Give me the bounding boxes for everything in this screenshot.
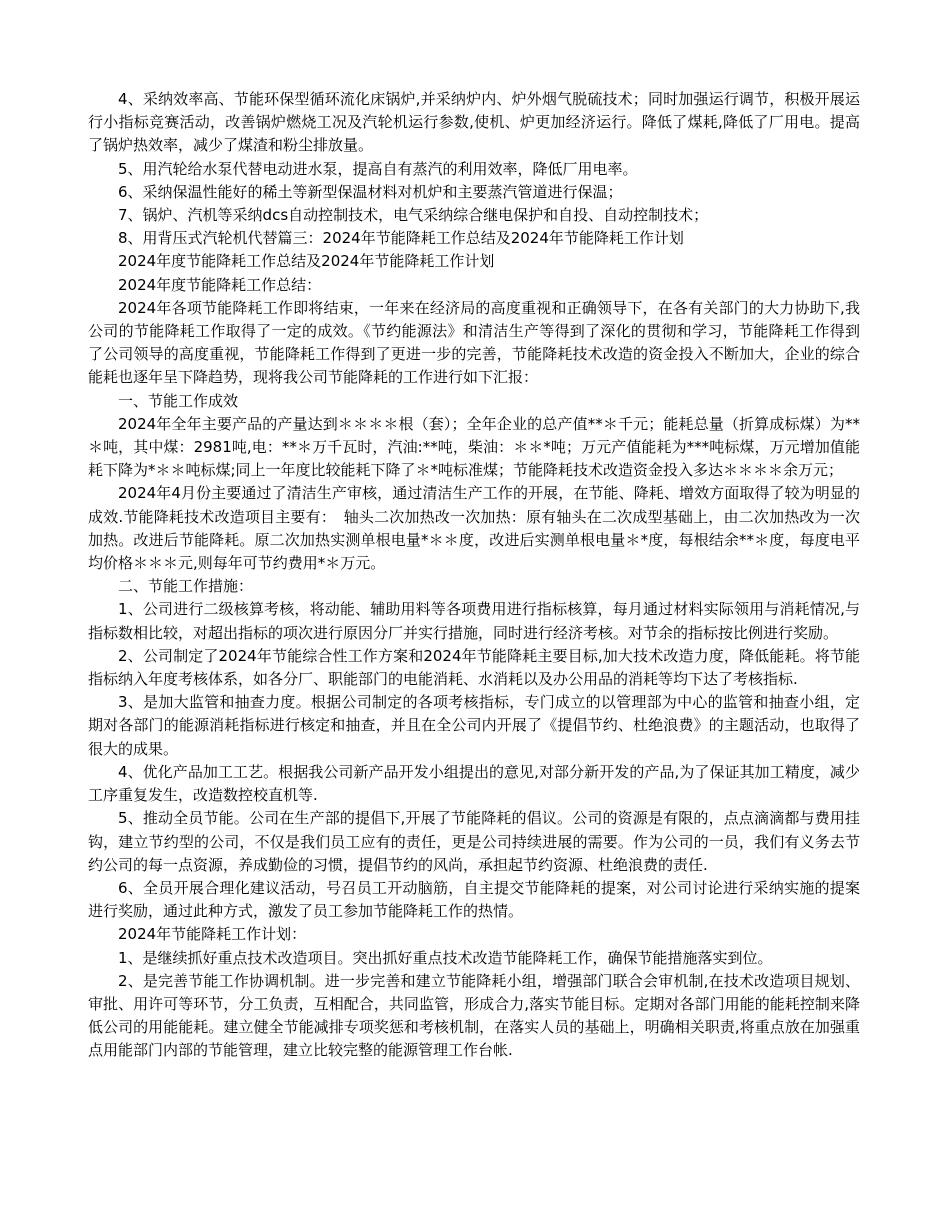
section-heading: 2024年节能降耗工作计划： bbox=[118, 925, 307, 944]
paragraph: 2024年各项节能降耗工作即将结束，一年来在经济局的高度重视和正确领导下，在各有关部门的大力协助下,我公司的节能降耗工作取得了一定的成效。《节约能源法》和清洁生产等得到了深化的贯彻和学习，节能降耗工作得到了公司领导的高度重视，节能降耗工作得到了更进一步的完善，节能降耗技术改造的资金投入不断加大，企业的综合能耗也逐年呈下降趋势，现将我公司节能降耗的工作进行如下汇报： bbox=[88, 298, 860, 387]
section-heading: 一、节能工作成效 bbox=[118, 391, 239, 410]
section-heading: 二、节能工作措施： bbox=[118, 577, 254, 596]
paragraph: 2024年4月份主要通过了清洁生产审核，通过清洁生产工作的开展，在节能、降耗、增效方面取得了较为明显的成效.节能降耗技术改造项目主要有： 轴头二次加热改一次加热：原有轴头在二次成型基础上，由二次加热改为一次加热。改进后节能降耗。原二次加热实测单根电量*＊＊度，改进后实测单根电量＊*度，每根结余**＊度，每度电平均价格＊＊＊元,则每年可节约费用*＊万元。 bbox=[88, 484, 860, 573]
paragraph: 4、优化产品加工工艺。根据我公司新产品开发小组提出的意见,对部分新开发的产品,为了保证其加工精度，减少工序重复发生，改造数控校直机等. bbox=[88, 762, 860, 805]
paragraph: 1、公司进行二级核算考核，将动能、辅助用料等各项费用进行指标核算，每月通过材料实际领用与消耗情况,与指标数相比较，对超出指标的项次进行原因分厂并实行措施，同时进行经济考核。对节余的指标按比例进行奖励。 bbox=[88, 600, 860, 642]
paragraph: 6、采纳保温性能好的稀土等新型保温材料对机炉和主要蒸汽管道进行保温； bbox=[118, 182, 623, 201]
section-title: 2024年度节能降耗工作总结及2024年节能降耗工作计划 bbox=[118, 252, 495, 271]
paragraph: 2024年全年主要产品的产量达到＊＊＊＊根（套）；全年企业的总产值**＊千元；能耗总量（折算成标煤）为**＊吨，其中煤：2981吨,电：**＊万千瓦时，汽油:**吨，柴油：＊＊*吨；万元产值能耗为***吨标煤，万元增加值能耗下降为*＊＊吨标煤;同上一年度比较能耗下降了＊*吨标准煤；节能降耗技术改造资金投入多达＊＊＊＊余万元； bbox=[88, 414, 860, 480]
paragraph: 5、用汽轮给水泵代替电动进水泵，提高自有蒸汽的利用效率，降低厂用电率。 bbox=[118, 159, 638, 178]
paragraph: 6、全员开展合理化建议活动，号召员工开动脑筋，自主提交节能降耗的提案，对公司讨论进行采纳实施的提案进行奖励，通过此种方式，激发了员工参加节能降耗工作的热情。 bbox=[88, 878, 860, 921]
paragraph: 3、是加大监管和抽查力度。根据公司制定的各项考核指标，专门成立的以管理部为中心的监管和抽查小组，定期对各部门的能源消耗指标进行核定和抽查，并且在全公司内开展了《提倡节约、杜绝浪费》的主题活动，也取得了很大的成果。 bbox=[88, 693, 860, 758]
paragraph: 1、是继续抓好重点技术改造项目。突出抓好重点技术改造节能降耗工作，确保节能措施落实到位。 bbox=[118, 948, 773, 967]
paragraph: 4、采纳效率高、节能环保型循环流化床锅炉,并采纳炉内、炉外烟气脱硫技术；同时加强运行调节，积极开展运行小指标竞赛活动，改善锅炉燃烧工况及汽轮机运行参数,使机、炉更加经济运行。降低了煤耗,降低了厂用电。提高了锅炉热效率，减少了煤渣和粉尘排放量。 bbox=[88, 90, 860, 155]
paragraph: 8、用背压式汽轮机代替篇三：2024年节能降耗工作总结及2024年节能降耗工作计划 bbox=[118, 229, 684, 248]
section-heading: 2024年度节能降耗工作总结： bbox=[118, 275, 322, 294]
paragraph: 2、是完善节能工作协调机制。进一步完善和建立节能降耗小组，增强部门联合会审机制,在技术改造项目规划、审批、用许可等环节，分工负责，互相配合，共同监管，形成合力,落实节能目标。定期对各部门用能的能耗控制来降低公司的用能能耗。建立健全节能减排专项奖惩和考核机制，在落实人员的基础上，明确相关职责,将重点放在加强重点用能部门内部的节能管理，建立比较完整的能源管理工作台帐. bbox=[88, 971, 860, 1060]
paragraph: 7、锅炉、汽机等采纳dcs自动控制技术，电气采纳综合继电保护和自投、自动控制技术； bbox=[118, 206, 709, 225]
paragraph: 2、公司制定了2024年节能综合性工作方案和2024年节能降耗主要目标,加大技术改造力度，降低能耗。将节能指标纳入年度考核体系，如各分厂、职能部门的电能消耗、水消耗以及办公用品的消耗等均下达了考核指标. bbox=[88, 646, 860, 689]
paragraph: 5、推动全员节能。公司在生产部的提倡下,开展了节能降耗的倡议。公司的资源是有限的，点点滴滴都与费用挂钩，建立节约型的公司，不仅是我们员工应有的责任，更是公司持续进展的需要。作为公司的一员，我们有义务去节约公司的每一点资源，养成勤俭的习惯，提倡节约的风尚，承担起节约资源、杜绝浪费的责任. bbox=[88, 809, 860, 874]
